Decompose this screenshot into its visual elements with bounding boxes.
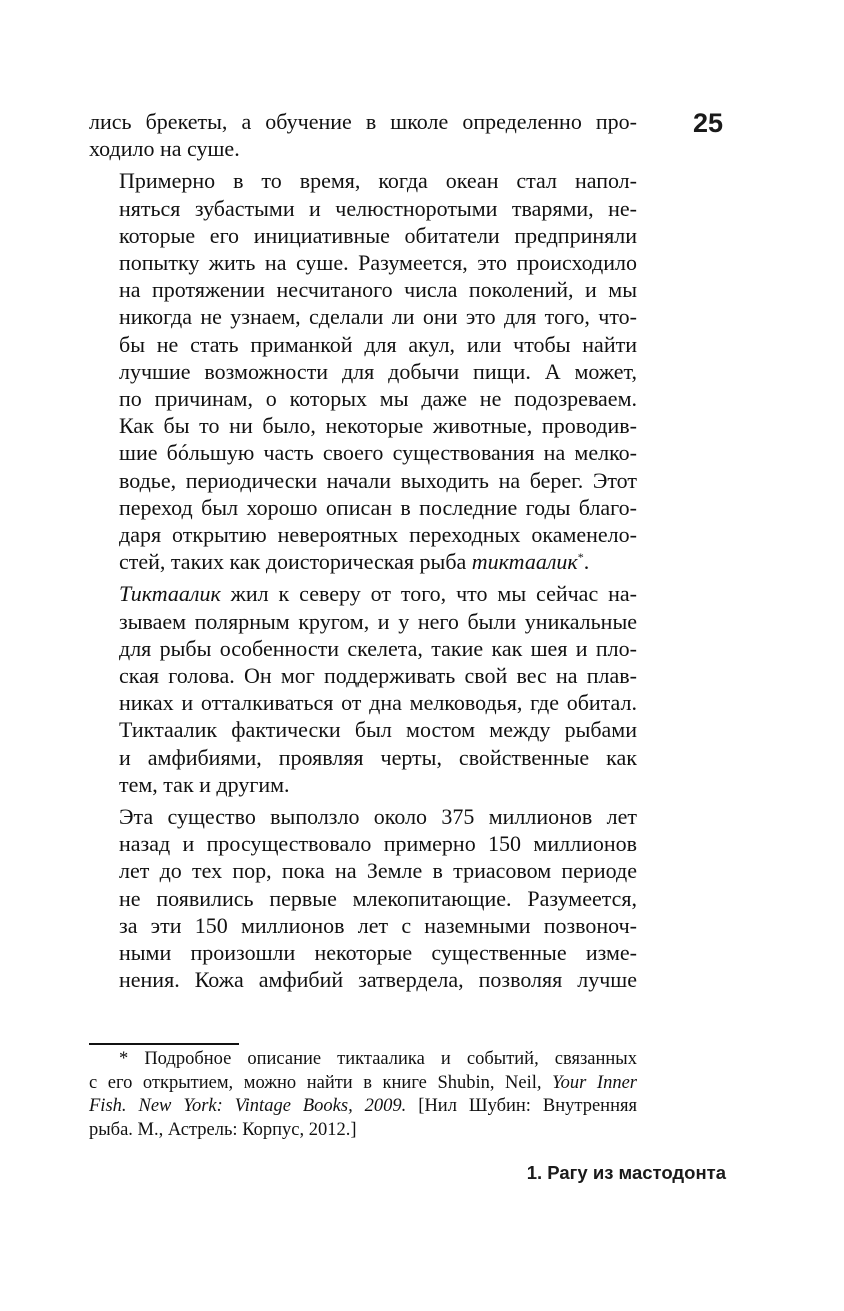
text-line: ходило на суше. (89, 136, 240, 162)
running-footer: 1. Рагу из мастодонта (526, 1162, 726, 1183)
footnote-line (89, 1072, 637, 1096)
italic-citation: , Your Inner (536, 1072, 637, 1093)
text-line: водье, периодически начали выходить на берег. Этот (119, 467, 637, 493)
text-line: Примерно в то время, когда океан стал напол- (119, 168, 637, 194)
text-line: не появились первые млекопитающие. Разумеется, (119, 885, 637, 911)
italic-term: тиктаалик (471, 549, 578, 575)
paragraph-1 (89, 108, 637, 162)
paragraph-2 (89, 167, 637, 575)
text-line: никах и отталкиваться от дна мелководья, где обитал. (119, 690, 637, 716)
text-run: стей, таких как доисторическая рыба (119, 549, 472, 575)
text-line (89, 580, 637, 607)
text-line: нения. Кожа амфибий затвердела, позволяя лучше (119, 967, 637, 993)
text-line: никогда не узнаем, сделали ли они это для того, что- (119, 304, 637, 330)
text-line: назад и просуществовало примерно 150 миллионов (119, 831, 637, 857)
text-line: лись брекеты, а обучение в школе определенно про- (89, 109, 637, 134)
footnote-line: * Подробное описание тиктаалика и событий, связанных (119, 1049, 637, 1069)
text-run: жил к северу от того, что мы сейчас на- (220, 581, 637, 607)
text-line: которые его инициативные обитатели предприняли (119, 222, 637, 248)
page-number: 25 (693, 108, 724, 138)
italic-citation: Fish. New York: Vintage Books, 2009. (89, 1096, 407, 1116)
text-run: . (583, 549, 590, 575)
text-line: переход был хорошо описан в последние годы благо- (119, 494, 637, 520)
footnote-marker[interactable]: * (577, 550, 584, 565)
text-line: бы не стать приманкой для акул, или чтобы найти (119, 331, 637, 357)
text-line: лучшие возможности для добычи пищи. А может, (119, 358, 637, 384)
text-run: [Нил Шубин: Внутренняя (406, 1096, 637, 1116)
text-line: няться зубастыми и челюстноротыми тварями, не- (119, 195, 637, 221)
paragraph-3 (89, 580, 637, 798)
text-line: за эти 150 миллионов лет с наземными позвоноч- (119, 912, 637, 938)
footnote-divider (89, 1043, 239, 1045)
footnote-line: рыба. М., Астрель: Корпус, 2012.] (89, 1119, 357, 1140)
text-line: ская голова. Он мог поддерживать свой вес на плав- (119, 663, 637, 689)
text-line: лет до тех пор, пока на Земле в триасовом периоде (119, 858, 637, 884)
text-line: зываем полярным кругом, и у него были уникальные (119, 608, 637, 634)
text-line (89, 548, 637, 575)
text-line: Эта существо выползло около 375 миллионов лет (119, 804, 637, 830)
italic-term: Тиктаалик (119, 581, 221, 607)
text-line: и амфибиями, проявляя черты, свойственные как (119, 744, 637, 770)
body-text (89, 108, 637, 994)
text-line: ными произошли некоторые существенные изме- (119, 940, 637, 966)
footnote (89, 1048, 637, 1142)
text-line: тем, так и другим. (119, 771, 290, 797)
text-line: даря открытию невероятных переходных окаменело- (119, 522, 637, 548)
text-line: на протяжении несчитаного числа поколений, и мы (119, 277, 637, 303)
paragraph-4 (89, 803, 637, 993)
text-line: Как бы то ни было, некоторые животные, проводив- (119, 413, 637, 439)
text-line: Тиктаалик фактически был мостом между рыбами (119, 717, 637, 743)
text-line: по причинам, о которых мы даже не подозреваем. (119, 386, 637, 412)
text-line: шие бóльшую часть своего существования на мелко- (119, 440, 637, 466)
footnote-line (89, 1095, 637, 1119)
text-run: с его открытием, можно найти в книге Shubin, Neil (89, 1072, 537, 1093)
text-line: попытку жить на суше. Разумеется, это происходило (119, 250, 637, 276)
text-line: для рыбы особенности скелета, такие как шея и пло- (119, 635, 637, 661)
